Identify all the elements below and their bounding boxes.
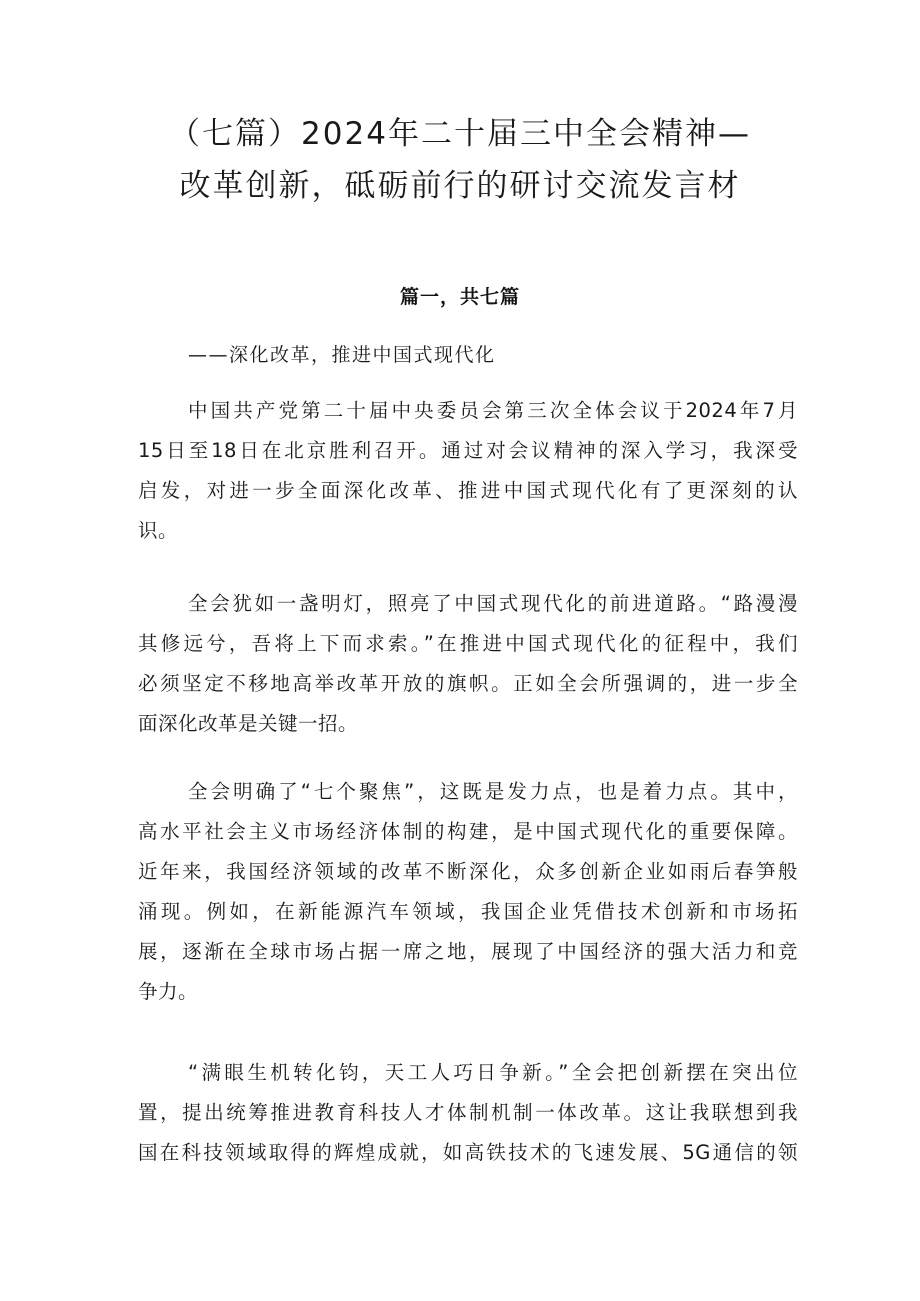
section-heading: 篇一，共七篇: [399, 286, 520, 308]
paragraph-line: 15日至18日在北京胜利召开。通过对会议精神的深入学习，我深受: [138, 439, 798, 462]
title-line-2: 改革创新，砥砺前行的研讨交流发言材: [179, 168, 741, 204]
document-title: [120, 108, 800, 212]
paragraph-line: 识。: [138, 519, 179, 542]
paragraph-line: 全会明确了“七个聚焦”，这既是发力点，也是着力点。其中，: [188, 780, 798, 803]
paragraph-line: 置，提出统筹推进教育科技人才体制机制一体改革。这让我联想到我: [138, 1101, 798, 1124]
paragraph-line: 全会犹如一盏明灯，照亮了中国式现代化的前进道路。“路漫漫: [188, 592, 798, 615]
paragraph-3: [138, 772, 798, 1012]
paragraph-line: 展，逐渐在全球市场占据一席之地，展现了中国经济的强大活力和竞: [138, 940, 798, 963]
paragraph-1: [138, 391, 798, 551]
paragraph-line: 中国共产党第二十届中央委员会第三次全体会议于2024年7月: [188, 399, 798, 422]
paragraph-4: [138, 1053, 798, 1173]
paragraph-line: “满眼生机转化钧，天工人巧日争新。”全会把创新摆在突出位: [188, 1061, 798, 1084]
paragraph-line: 国在科技领域取得的辉煌成就，如高铁技术的飞速发展、5G通信的领: [138, 1141, 798, 1164]
paragraph-line: 高水平社会主义市场经济体制的构建，是中国式现代化的重要保障。: [138, 820, 798, 843]
paragraph-line: 近年来，我国经济领域的改革不断深化，众多创新企业如雨后春笋般: [138, 860, 798, 883]
paragraph-line: 涌现。例如，在新能源汽车领域，我国企业凭借技术创新和市场拓: [138, 900, 798, 923]
title-line-1: （七篇）2024年二十届三中全会精神—: [169, 116, 751, 152]
paragraph-line: 必须坚定不移地高举改革开放的旗帜。正如全会所强调的，进一步全: [138, 672, 798, 695]
paragraph-line: 启发，对进一步全面深化改革、推进中国式现代化有了更深刻的认: [138, 479, 798, 502]
paragraph-line: 其修远兮，吾将上下而求索。”在推进中国式现代化的征程中，我们: [138, 632, 798, 655]
article-subtitle: ——深化改革，推进中国式现代化: [188, 344, 496, 366]
paragraph-line: 争力。: [138, 980, 199, 1003]
paragraph-2: [138, 584, 798, 744]
paragraph-line: 面深化改革是关键一招。: [138, 712, 359, 735]
